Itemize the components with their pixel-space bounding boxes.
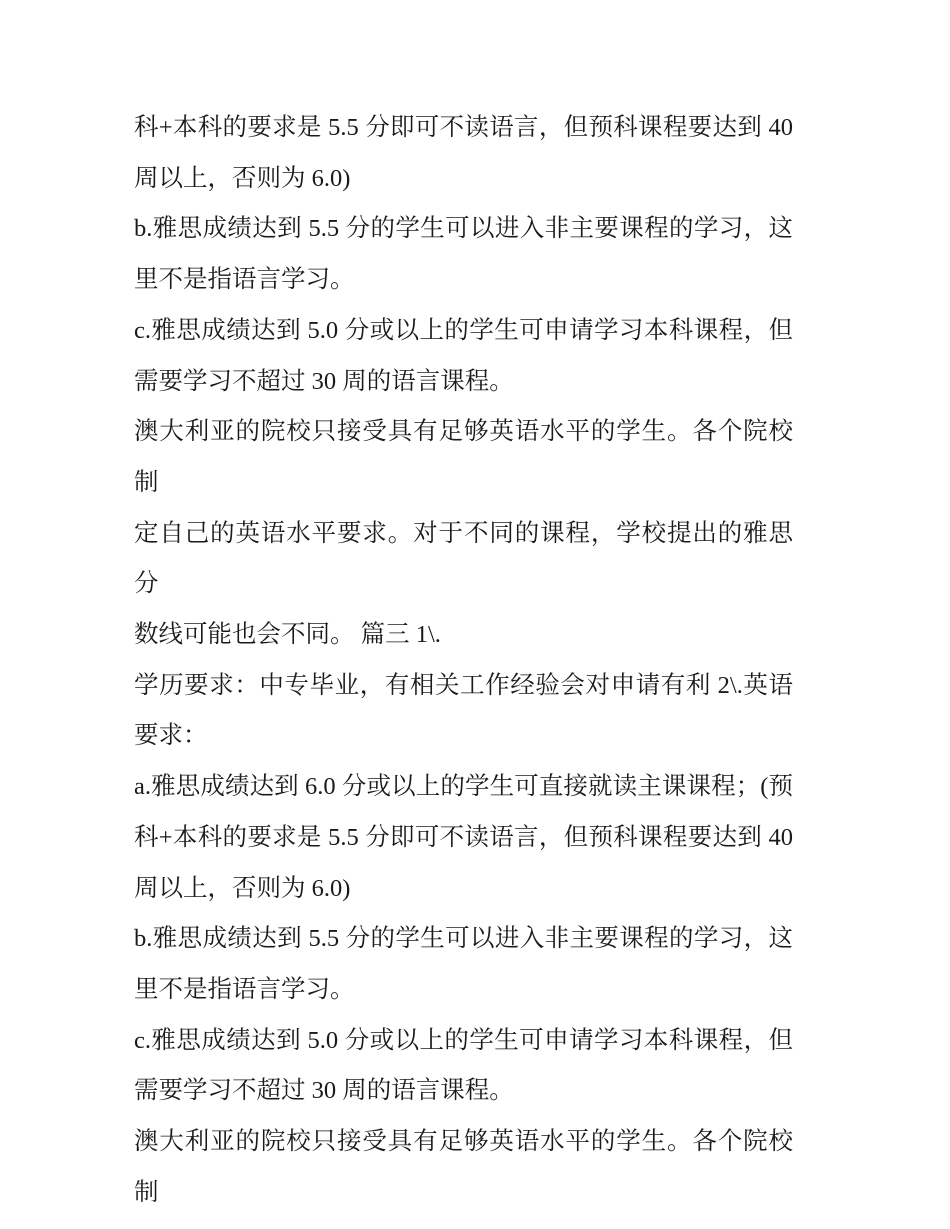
text-line: 需要学习不超过 30 周的语言课程。: [134, 367, 514, 395]
text-line: 里不是指语言学习。: [134, 266, 355, 294]
text-line: 数线可能也会不同。 篇三 1\.: [134, 621, 441, 649]
text-line: c.雅思成绩达到 5.0 分或以上的学生可申请学习本科课程，但: [134, 316, 793, 344]
text-line: 周以上，否则为 6.0): [134, 874, 351, 902]
text-line: 周以上，否则为 6.0): [134, 164, 351, 192]
text-line: 澳大利亚的院校只接受具有足够英语水平的学生。各个院校制: [134, 1128, 793, 1206]
text-line: a.雅思成绩达到 6.0 分或以上的学生可直接就读主课课程；(预: [134, 773, 793, 801]
text-line: c.雅思成绩达到 5.0 分或以上的学生可申请学习本科课程，但: [134, 1026, 793, 1054]
text-line: b.雅思成绩达到 5.5 分的学生可以进入非主要课程的学习，这: [134, 215, 793, 243]
document-body: [134, 103, 793, 1218]
text-line: 里不是指语言学习。: [134, 975, 355, 1003]
text-line: 科+本科的要求是 5.5 分即可不读语言，但预科课程要达到 40: [134, 823, 793, 851]
text-line: 学历要求：中专毕业，有相关工作经验会对申请有利 2\.英语: [134, 671, 793, 699]
text-line: 要求：: [134, 722, 208, 750]
text-line: b.雅思成绩达到 5.5 分的学生可以进入非主要课程的学习，这: [134, 925, 793, 953]
text-line: 需要学习不超过 30 周的语言课程。: [134, 1077, 514, 1105]
text-line: 科+本科的要求是 5.5 分即可不读语言，但预科课程要达到 40: [134, 114, 793, 141]
text-line: 定自己的英语水平要求。对于不同的课程，学校提出的雅思分: [134, 519, 793, 598]
text-line: 澳大利亚的院校只接受具有足够英语水平的学生。各个院校制: [134, 418, 793, 496]
